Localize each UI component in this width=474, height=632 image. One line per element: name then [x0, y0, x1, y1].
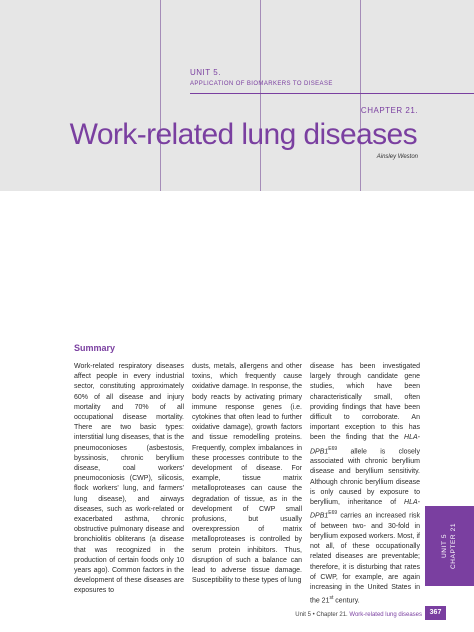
gene-name: HLA-DPB1 — [310, 434, 420, 455]
superscript: E69 — [328, 510, 338, 517]
page-title: Work-related lung diseases — [69, 118, 417, 151]
header-rule — [260, 0, 261, 191]
page-number: 367 — [425, 606, 446, 620]
summary-column-2 — [192, 362, 302, 586]
side-tab-chapter: CHAPTER 21 — [450, 522, 457, 570]
side-tab-label — [440, 523, 458, 569]
paragraph — [310, 362, 420, 607]
header-band — [0, 0, 474, 191]
footer — [295, 612, 422, 618]
gene-name: HLA-DPB1 — [310, 498, 420, 520]
header-rule — [160, 0, 161, 191]
footer-chapter-title: Work-related lung diseases — [349, 612, 422, 618]
superscript: E69 — [328, 445, 338, 452]
chapter-label: CHAPTER 21. — [360, 106, 418, 115]
author: Ainsley Weston — [376, 154, 418, 160]
text-run: allele is closely associated with chronic beryllium disease and beryllium sensitivity. Although chronic beryllium disease is only caused by exposure to beryllium, inheritance of — [310, 447, 420, 506]
summary-column-1 — [74, 362, 184, 597]
summary-heading: Summary — [74, 343, 116, 353]
unit-subtitle: APPLICATION OF BIOMARKERS TO DISEASE — [190, 81, 333, 87]
text-run: carries an increased risk of between two- and 30-fold in beryllium exposed workers. Most, if not all, of these occupationally related diseases are preventable; therefore, it is disturbing that rates of CWP, for example, are again increasing in the United States in the 21 — [310, 512, 420, 605]
unit-label: UNIT 5. — [190, 68, 221, 77]
text-run: century. — [333, 597, 360, 605]
paragraph: dusts, metals, allergens and other toxins, which frequently cause oxidative damage. In response, the body reacts by activating primary immune response genes (i.e. cytokines that often lead to further oxidative damage), growth factors and tissue remodelling proteins. Frequently, complex imbalances in these processes contribute to the development of disease. For example, tissue matrix metalloproteases can cause the degradation of tissue, as in the development of CWP small profusions, but usually overexpression of matrix metalloproteases is controlled by serum protein inhibitors. Thus, disruption of such a balance can lead to adverse tissue damage. Susceptibility to these types of lung — [192, 363, 302, 585]
text-run: disease has been investigated largely through candidate gene studies, which have been characteristically small, often providing findings that have been difficult to corroborate. An important exception to this has been the finding that the — [310, 363, 420, 442]
summary-column-3 — [310, 362, 420, 607]
side-tab-unit: UNIT 5 — [441, 533, 448, 559]
header-divider — [190, 93, 474, 94]
paragraph: Work-related respiratory diseases affect people in every industrial sector, constituting approximately 60% of all disease and injury mortality and 70% of all occupational disease mortality. There are two basic types: interstitial lung diseases, that is the pneumoconioses (asbestosis, byssinosis, chronic beryllium disease, coal workers' pneumoconiosis (CWP), silicosis, flock workers' lung, and farmers' lung disease), and airways diseases, such as work-related or exacerbated asthma, chronic obstructive pulmonary disease and bronchiolitis obliterans (a disease that was recognized in the production of certain foods only 10 years ago). Common factors in the development of these diseases are exposures to — [74, 363, 184, 595]
header-rule — [360, 0, 361, 191]
superscript: st — [329, 595, 334, 602]
footer-prefix: Unit 5 • Chapter 21. — [295, 612, 350, 618]
